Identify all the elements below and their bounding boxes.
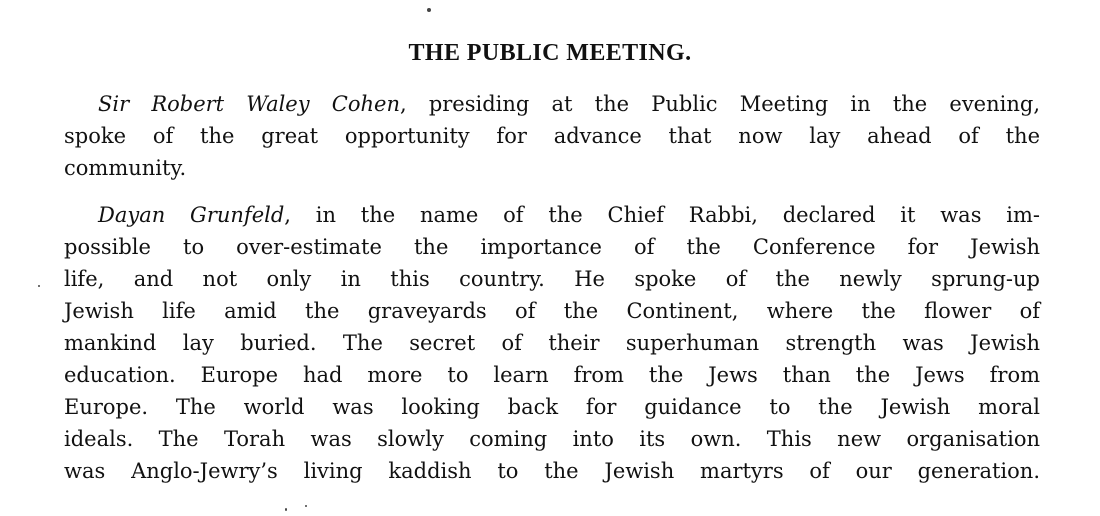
speaker-name: Dayan Grunfeld (98, 203, 285, 227)
paragraph-line: Jewish life amid the graveyards of the Continent, where the flower of (64, 299, 1040, 323)
paragraph-line: life, and not only in this country. He spoke of the newly sprung-up (64, 267, 1040, 291)
paragraph-line: spoke of the great opportunity for advance that now lay ahead of the (64, 124, 1040, 148)
print-speck (38, 285, 40, 287)
paragraph-line: mankind lay buried. The secret of their superhuman strength was Jewish (64, 331, 1040, 355)
paragraph-line: Dayan Grunfeld, in the name of the Chief Rabbi, declared it was im- (98, 203, 1040, 227)
print-speck (427, 8, 431, 12)
paragraph-public-meeting-opening (64, 88, 1040, 184)
paragraph-line: Europe. The world was looking back for guidance to the Jewish moral (64, 395, 1040, 419)
paragraph-line: was Anglo-Jewry’s living kaddish to the Jewish martyrs of our generation. (64, 459, 1040, 483)
paragraph-line: ideals. The Torah was slowly coming into its own. This new organisation (64, 427, 1040, 451)
print-speck (285, 508, 287, 511)
print-speck (305, 505, 307, 507)
paragraph-line: possible to over-estimate the importance of the Conference for Jewish (64, 235, 1040, 259)
section-heading: THE PUBLIC MEETING. (408, 40, 692, 66)
paragraph-line: Sir Robert Waley Cohen, presiding at the Public Meeting in the evening, (98, 92, 1040, 116)
paragraph-line: education. Europe had more to learn from the Jews than the Jews from (64, 363, 1040, 387)
paragraph-dayan-grunfeld-speech (64, 199, 1040, 487)
paragraph-line: community. (64, 156, 187, 180)
speaker-name: Sir Robert Waley Cohen (98, 92, 400, 116)
